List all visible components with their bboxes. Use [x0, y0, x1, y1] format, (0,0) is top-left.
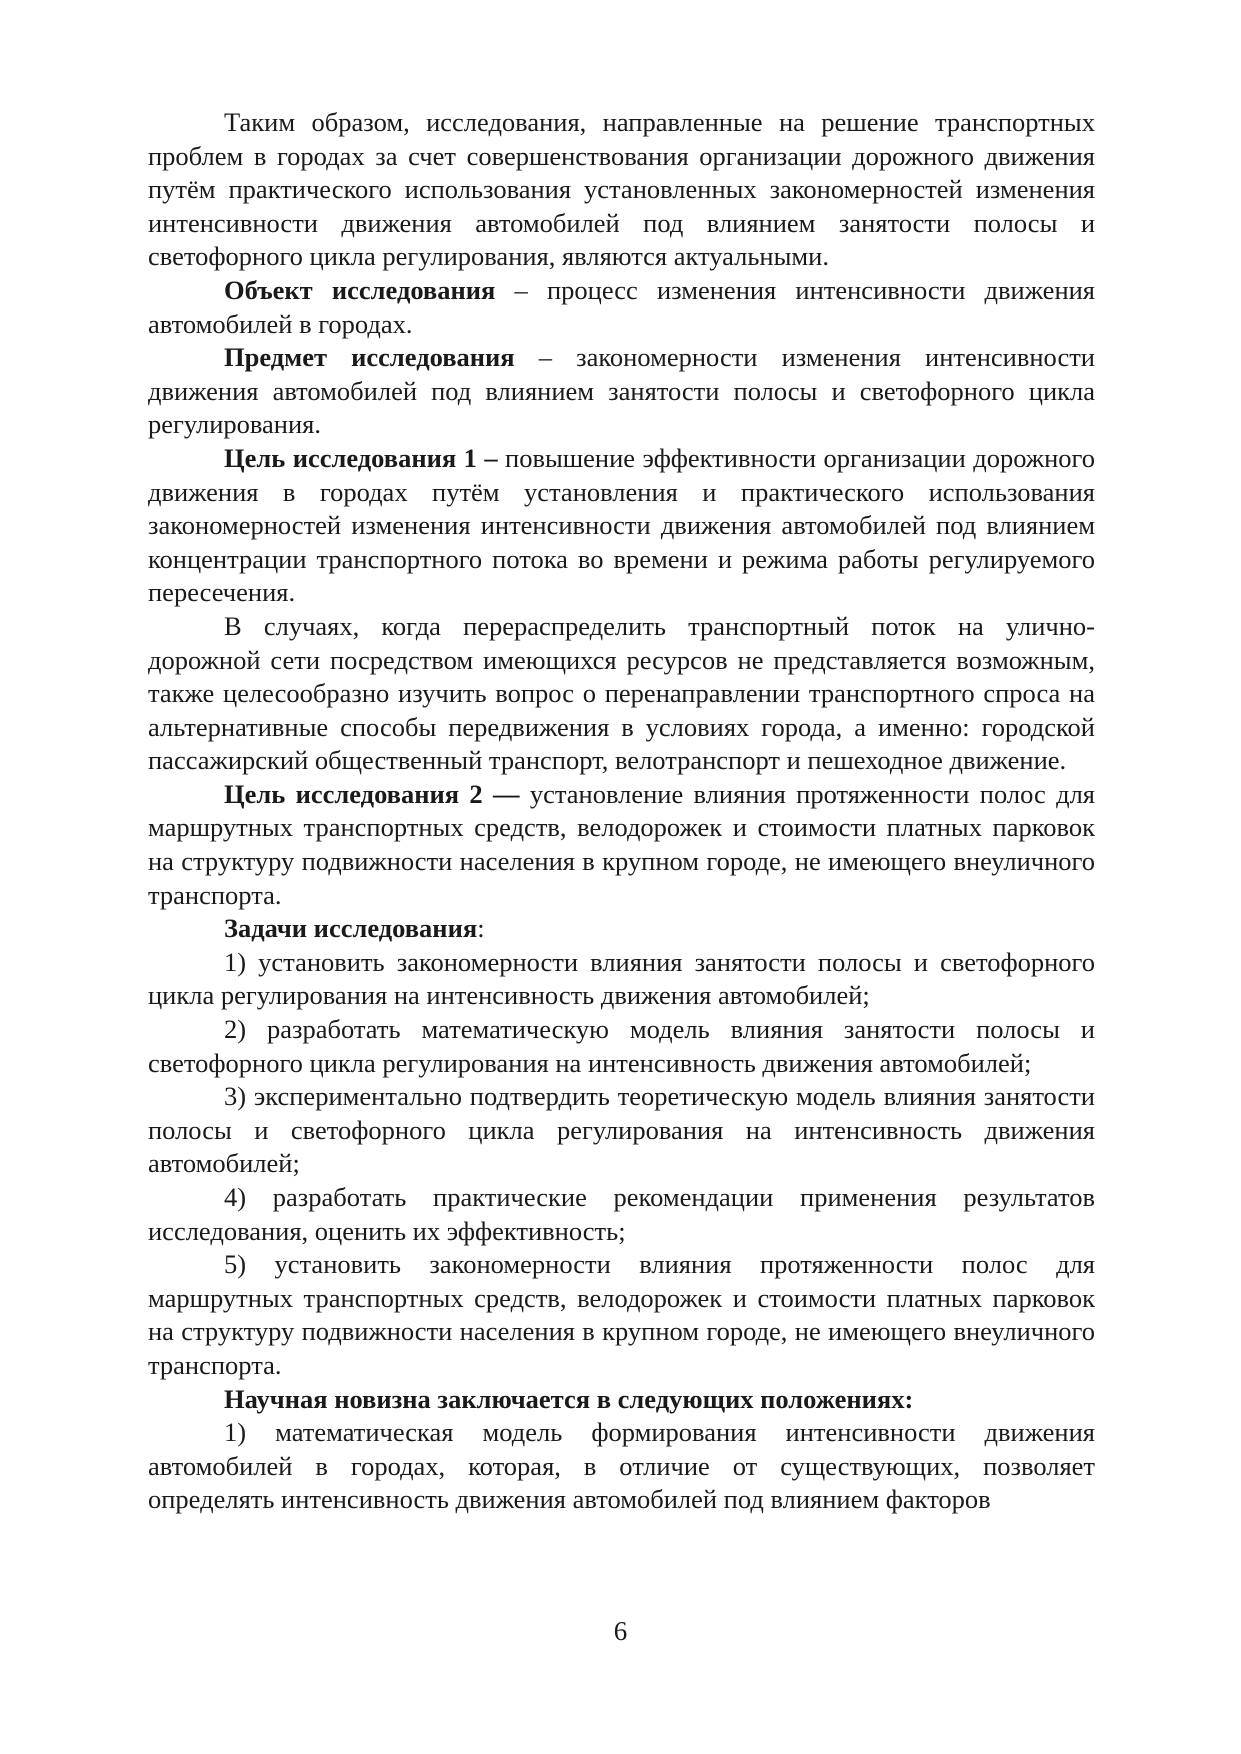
goal-1-text: повышение эффективности организации дорожного движения в городах путём установления и практического использования закономерностей изменения интенсивности движения автомобилей под влиянием концентрации транспортного потока во времени и режима работы регулируемого пересечения. — [148, 442, 1095, 608]
paragraph-goal-2 — [148, 778, 1095, 912]
paragraph-goal-1 — [148, 442, 1095, 610]
object-label: Объект исследования — [224, 274, 496, 305]
goal-2-text: установление влияния протяженности полос для маршрутных транспортных средств, велодорожек и стоимости платных парковок на структуру подвижности населения в крупном городе, не имеющего внеуличного транспорта. — [148, 778, 1095, 910]
subject-label: Предмет исследования — [224, 342, 515, 373]
subject-text: – закономерности изменения интенсивности движения автомобилей под влиянием занятости полосы и светофорного цикла регулирования. — [148, 342, 1095, 440]
paragraph-subject — [148, 341, 1095, 442]
paragraph-cases: В случаях, когда перераспределить транспортный поток на улично-дорожной сети посредством имеющихся ресурсов не представляется возможным, также целесообразно изучить вопрос о перенаправлении транспортного спроса на альтернативные способы передвижения в условиях города, а именно: городской пассажирский общественный транспорт, велотранспорт и пешеходное движение. — [148, 610, 1095, 776]
paragraph-novelty-1: 1) математическая модель формирования интенсивности движения автомобилей в городах, которая, в отличие от существующих, позволяет определять интенсивность движения автомобилей под влиянием факторов — [148, 1417, 1095, 1515]
task-item: 4) разработать практические рекомендации применения результатов исследования, оценить их эффективность; — [148, 1182, 1095, 1246]
paragraph-tasks-heading — [148, 912, 1095, 946]
goal-2-label: Цель исследования 2 — — [224, 778, 520, 809]
paragraph-object — [148, 274, 1095, 341]
paragraph-intro: Таким образом, исследования, направленные на решение транспортных проблем в городах за счет совершенствования организации дорожного движения путём практического использования установленных закономерностей изменения интенсивности движения автомобилей под влиянием занятости полосы и светофорного цикла регулирования, являются актуальными. — [148, 107, 1095, 272]
tasks-heading-colon: : — [477, 913, 485, 944]
task-item: 1) установить закономерности влияния занятости полосы и светофорного цикла регулирования на интенсивность движения автомобилей; — [148, 946, 1095, 1011]
paragraph-novelty-heading — [148, 1383, 1095, 1417]
page-number: 6 — [613, 1616, 628, 1646]
novelty-heading-label: Научная новизна заключается в следующих положениях: — [224, 1383, 914, 1414]
goal-1-label: Цель исследования 1 – — [224, 442, 498, 473]
tasks-heading-label: Задачи исследования — [224, 913, 478, 944]
task-item: 2) разработать математическую модель влияния занятости полосы и светофорного цикла регулирования на интенсивность движения автомобилей; — [148, 1014, 1095, 1078]
page-body — [148, 106, 1095, 1517]
object-text: – процесс изменения интенсивности движения автомобилей в городах. — [148, 274, 1095, 339]
task-item: 3) экспериментально подтвердить теоретическую модель влияния занятости полосы и светофорного цикла регулирования на интенсивность движения автомобилей; — [148, 1081, 1095, 1179]
task-item: 5) установить закономерности влияния протяженности полос для маршрутных транспортных средств, велодорожек и стоимости платных парковок на структуру подвижности населения в крупном городе, не имеющего внеуличного транспорта. — [148, 1249, 1095, 1380]
